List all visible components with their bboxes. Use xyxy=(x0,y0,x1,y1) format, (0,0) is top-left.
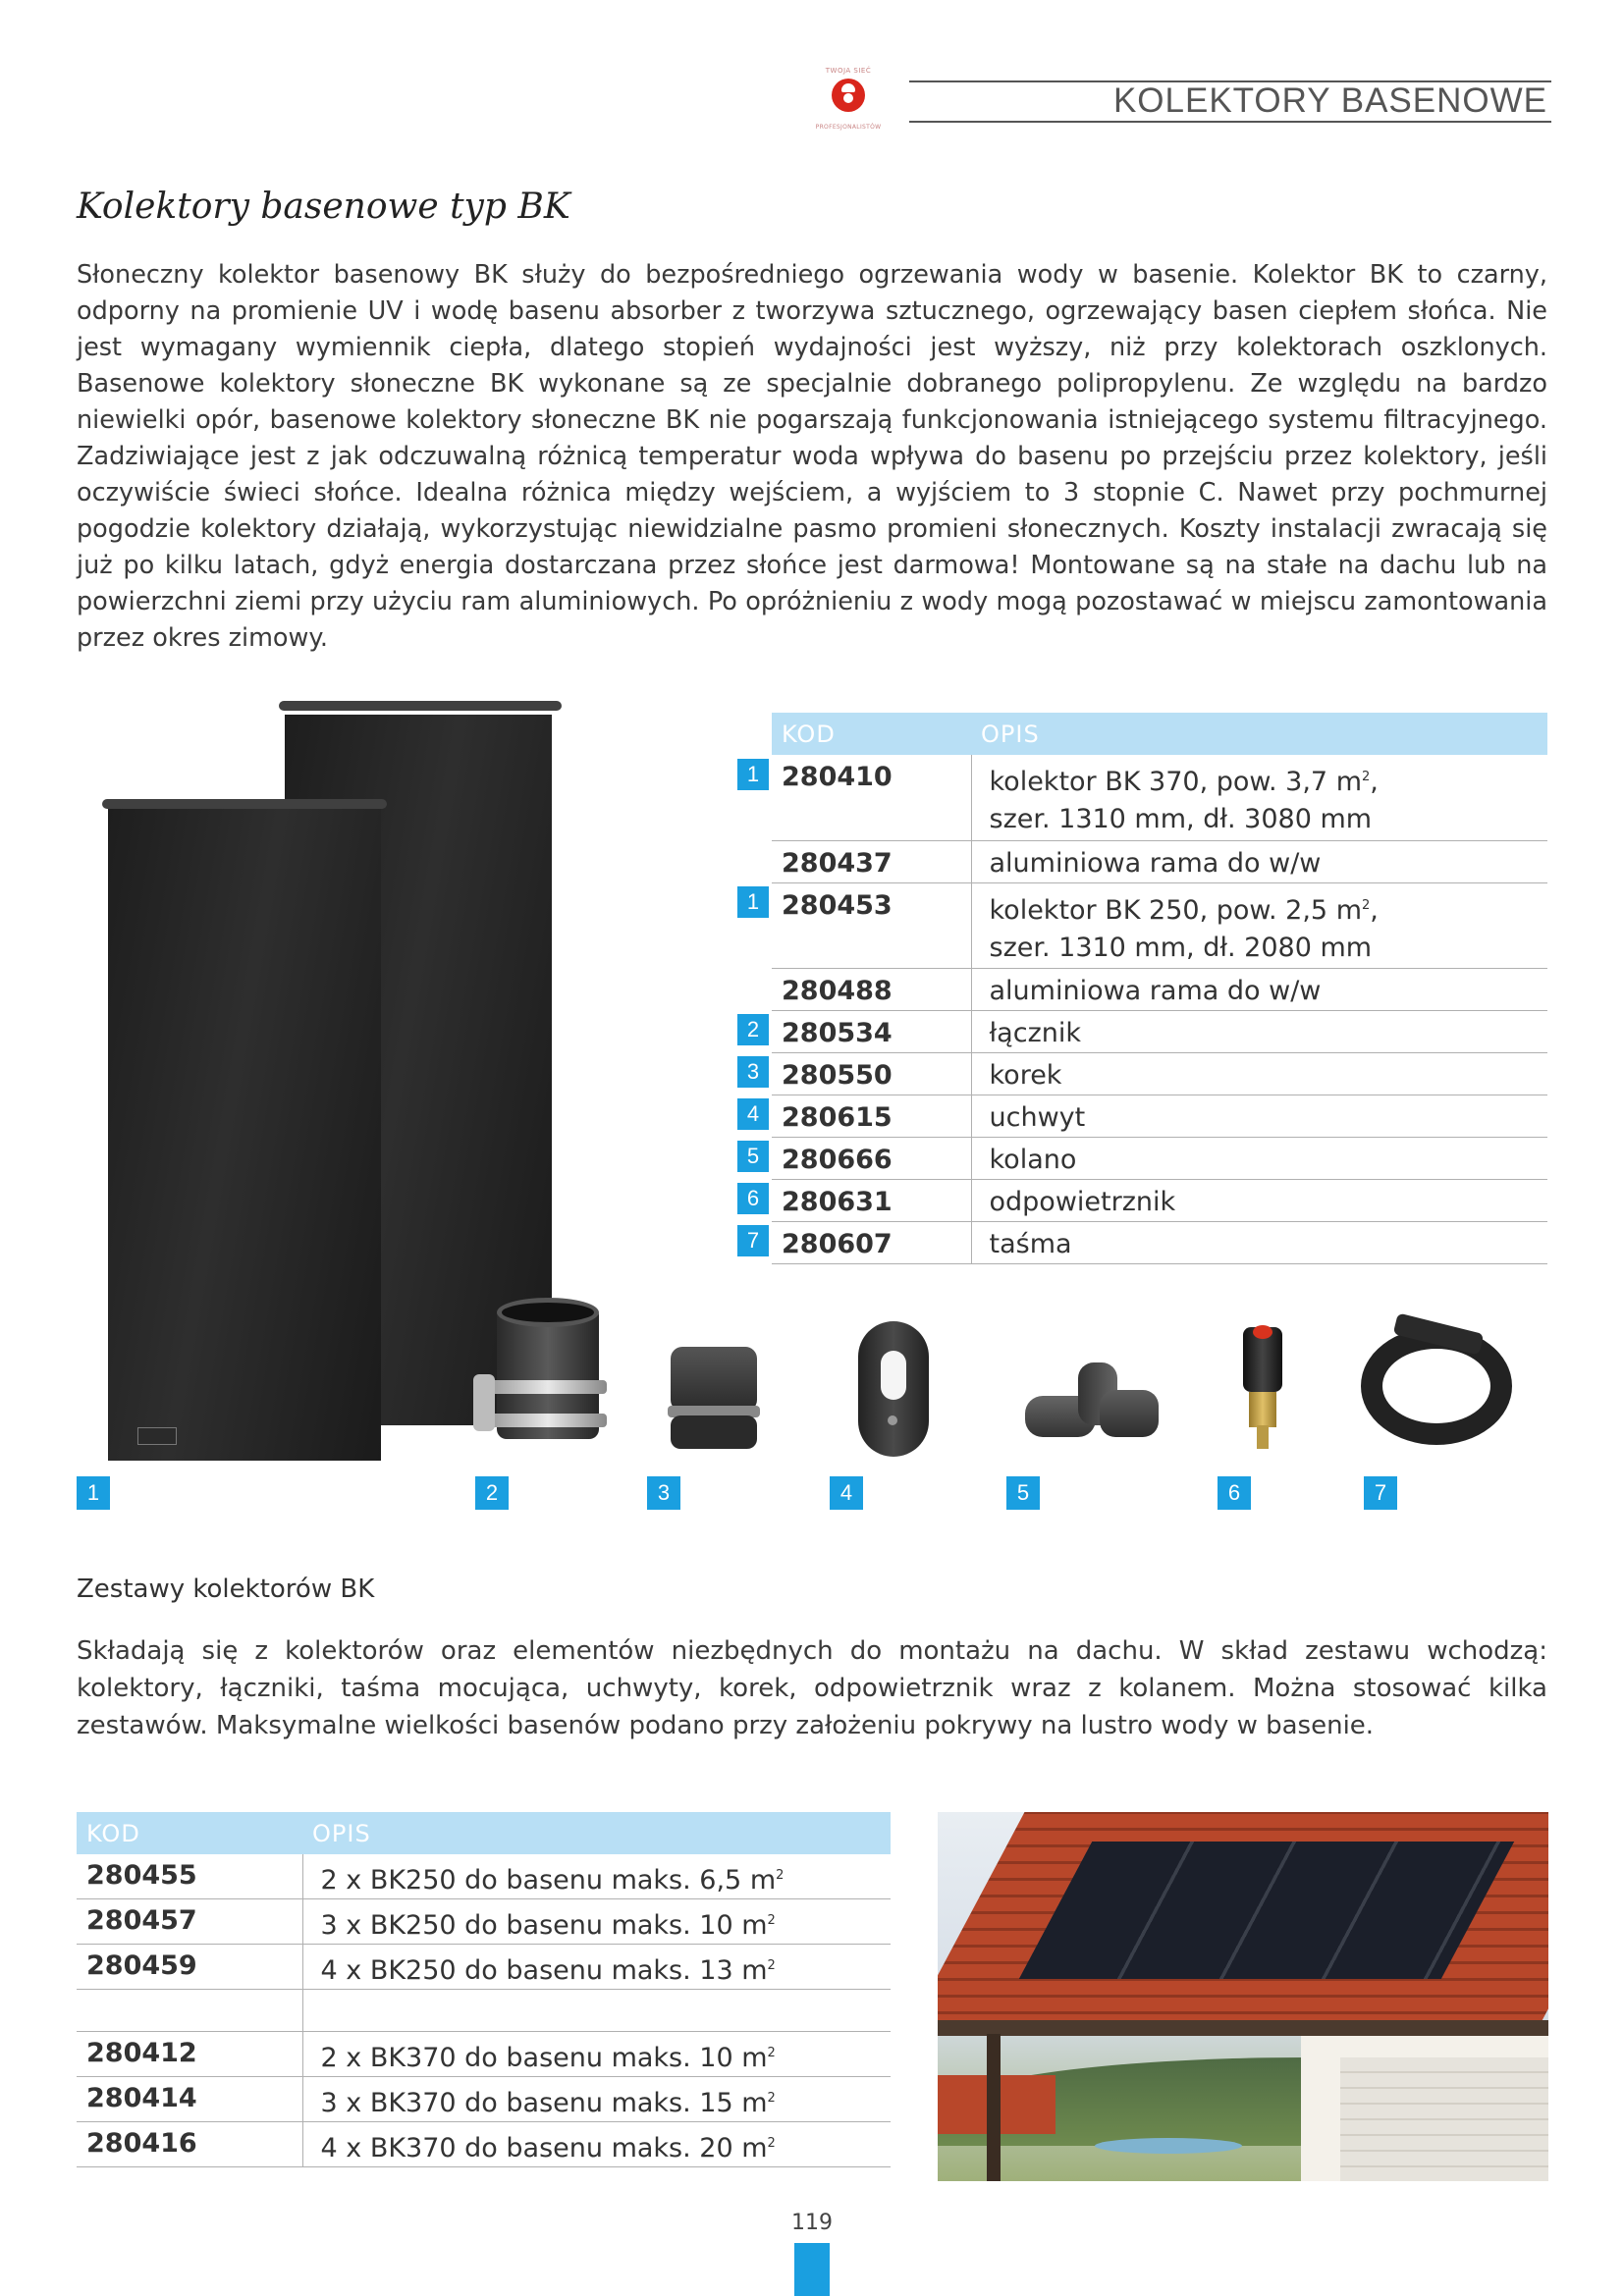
part-number-badge: 2 xyxy=(475,1476,509,1510)
area-unit-exponent: 2 xyxy=(767,2046,776,2060)
set-code: 280412 xyxy=(77,2032,302,2077)
table-row-number-badge: 4 xyxy=(737,1098,769,1130)
roof-installation-photo xyxy=(938,1812,1548,2181)
table-row-number-badge: 6 xyxy=(737,1183,769,1214)
sets-heading: Zestawy kolektorów BK xyxy=(77,1575,375,1604)
part-description-line: kolektor BK 370, pow. 3,7 m xyxy=(989,767,1362,797)
part-description-line: łącznik xyxy=(989,1017,1081,1048)
photo-support-beam xyxy=(987,2034,1001,2181)
section-title: KOLEKTORY BASENOWE xyxy=(1112,81,1547,120)
parts-table-row xyxy=(772,1179,1547,1221)
part-description xyxy=(971,1137,1547,1179)
part-code: 280666 xyxy=(772,1137,971,1179)
page-number: 119 xyxy=(791,2211,833,2235)
plug-base xyxy=(671,1415,757,1449)
part-code: 280550 xyxy=(772,1052,971,1095)
photo-garage-door xyxy=(1340,2057,1548,2181)
holder-screw-hole xyxy=(888,1415,897,1425)
holder-slot xyxy=(881,1351,906,1400)
set-description-text: 2 x BK370 do basenu maks. 10 m xyxy=(320,2043,768,2073)
part-number-badge: 7 xyxy=(1364,1476,1397,1510)
product-title: Kolektory basenowe typ BK xyxy=(77,187,570,227)
part-description-line: szer. 1310 mm, dł. 2080 mm xyxy=(989,932,1373,963)
set-code: 280457 xyxy=(77,1899,302,1945)
parts-table-row xyxy=(772,1137,1547,1179)
set-code: 280414 xyxy=(77,2077,302,2122)
set-description xyxy=(302,2032,891,2077)
parts-table-row xyxy=(772,968,1547,1010)
part-number-badge: 6 xyxy=(1218,1476,1251,1510)
sets-table-row xyxy=(77,1945,891,1990)
set-description-text: 2 x BK250 do basenu maks. 6,5 m xyxy=(320,1865,777,1896)
part-description xyxy=(971,1010,1547,1052)
parts-header-desc: OPIS xyxy=(971,713,1547,755)
part-description-line: uchwyt xyxy=(989,1101,1086,1133)
panel-nameplate xyxy=(137,1427,177,1445)
sets-table xyxy=(77,1812,891,2167)
part-description xyxy=(971,1179,1547,1221)
part-description xyxy=(971,1221,1547,1263)
part-description-line: aluminiowa rama do w/w xyxy=(989,847,1322,879)
company-logo xyxy=(805,67,892,139)
part-description-line: kolano xyxy=(989,1144,1077,1175)
part-code: 280631 xyxy=(772,1179,971,1221)
set-description xyxy=(302,1854,891,1899)
part-description xyxy=(971,755,1547,840)
air-vent-cap xyxy=(1253,1325,1272,1339)
area-unit-exponent: 2 xyxy=(767,2136,776,2151)
table-row-number-badge: 5 xyxy=(737,1141,769,1172)
set-description-text: 4 x BK370 do basenu maks. 20 m xyxy=(320,2133,768,2163)
parts-table xyxy=(772,713,1547,1264)
parts-table-row xyxy=(772,1010,1547,1052)
table-row-number-badge: 1 xyxy=(737,759,769,790)
collector-panel-front xyxy=(108,803,381,1461)
page-tab-marker xyxy=(794,2243,830,2296)
elbow-outlet xyxy=(1100,1390,1159,1437)
part-description xyxy=(971,840,1547,882)
sets-table-row xyxy=(77,2122,891,2167)
logo-top-text: TWOJA SIEĆ xyxy=(825,67,872,75)
part-description xyxy=(971,1095,1547,1137)
part-number-badge: 4 xyxy=(830,1476,863,1510)
header-rule-bottom xyxy=(909,121,1551,123)
set-description xyxy=(302,1945,891,1990)
part-code: 280615 xyxy=(772,1095,971,1137)
connector-clamp-upper xyxy=(489,1380,607,1394)
photo-pool xyxy=(1095,2138,1242,2154)
logo-bottom-text: PROFESJONALISTÓW xyxy=(815,124,882,131)
connector-clamp-lower xyxy=(489,1414,607,1427)
sets-table-row xyxy=(77,1899,891,1945)
part-description-line: szer. 1310 mm, dł. 3080 mm xyxy=(989,804,1373,834)
panel-rail-back xyxy=(279,701,562,711)
connector-screw xyxy=(473,1374,495,1431)
part-description xyxy=(971,1052,1547,1095)
parts-table-row xyxy=(772,755,1547,840)
set-description xyxy=(302,1990,891,2032)
connector-opening xyxy=(497,1298,599,1327)
set-description xyxy=(302,2077,891,2122)
part-description-line: taśma xyxy=(989,1228,1072,1259)
part-description xyxy=(971,968,1547,1010)
part-code: 280453 xyxy=(772,882,971,968)
sets-paragraph: Składają się z kolektorów oraz elementów niezbędnych do montażu na dachu. W skład zestawu wchodzą: kolektory, łączniki, taśma mocująca, uchwyty, korek, odpowietrznik wraz z kolanem. Można stosować kilka zestawów. Maksymalne wielkości basenów podano przy założeniu pokrywy na lustro wody w basenie. xyxy=(77,1636,1547,1740)
part-description xyxy=(971,882,1547,968)
part-description-line: odpowietrznik xyxy=(989,1186,1176,1217)
table-row-number-badge: 7 xyxy=(737,1225,769,1256)
area-unit-exponent: 2 xyxy=(1362,770,1371,784)
sets-table-header xyxy=(77,1812,891,1854)
set-description xyxy=(302,1899,891,1945)
area-unit-exponent: 2 xyxy=(1362,897,1371,913)
part-number-badge: 3 xyxy=(647,1476,680,1510)
set-description xyxy=(302,2122,891,2167)
sets-table-row xyxy=(77,1854,891,1899)
part-code: 280437 xyxy=(772,840,971,882)
set-description-text: 3 x BK250 do basenu maks. 10 m xyxy=(320,1910,768,1941)
air-vent-thread xyxy=(1257,1425,1269,1449)
part-description-punct: , xyxy=(1370,894,1379,926)
part-number-badge: 1 xyxy=(77,1476,110,1510)
worker-logo-icon xyxy=(832,79,865,112)
area-unit-exponent: 2 xyxy=(776,1868,785,1883)
plug-part-image xyxy=(671,1347,757,1412)
parts-table-row xyxy=(772,1052,1547,1095)
part-description-line: korek xyxy=(989,1059,1062,1091)
part-description-line: kolektor BK 250, pow. 2,5 m xyxy=(989,894,1362,926)
sets-header-desc: OPIS xyxy=(302,1812,891,1854)
parts-header-code: KOD xyxy=(772,713,971,755)
part-code: 280607 xyxy=(772,1221,971,1263)
part-code: 280534 xyxy=(772,1010,971,1052)
area-unit-exponent: 2 xyxy=(767,1958,776,1973)
sets-table-row xyxy=(77,1990,891,2032)
set-description-text: 4 x BK250 do basenu maks. 13 m xyxy=(320,1955,768,1986)
photo-solar-collectors xyxy=(1019,1842,1514,1979)
set-code: 280416 xyxy=(77,2122,302,2167)
part-description-line: aluminiowa rama do w/w xyxy=(989,975,1322,1006)
intro-paragraph: Słoneczny kolektor basenowy BK służy do bezpośredniego ogrzewania wody w basenie. Kolektor BK to czarny, odporny na promienie UV i wodę basenu absorber z tworzywa sztucznego, ogrzewający basen ciepłem słońca. Nie jest wymagany wymiennik ciepła, dlatego stopień wydajności jest wyższy, niż przy kolektorach oszklonych. Basenowe kolektory słoneczne BK wykonane są ze specjalnie dobranego polipropylenu. Ze względu na bardzo niewielki opór, basenowe kolektory słoneczne BK nie pogarszają funkcjonowania istniejącego systemu filtracyjnego. Zadziwiające jest z jak odczuwalną różnicą temperatur woda wpływa do basenu po przejściu przez kolektory, jeśli oczywiście świeci słońce. Idealna różnica między wejściem, a wyjściem to 3 stopnie C. Nawet przy pochmurnej pogodzie kolektory działają, wykorzystując niewidzialne pasmo promieni słonecznych. Koszty instalacji zwracają się już po kilku latach, gdyż energia dostarczana przez słońce jest darmowa! Montowane są na stałe na dachu lub na powierzchni ziemi przy użyciu ram aluminiowych. Po opróżnieniu z wody mogą pozostawać w miejscu zamontowania przez okres zimowy. xyxy=(77,260,1547,653)
table-row-number-badge: 2 xyxy=(737,1014,769,1045)
sets-table-row xyxy=(77,2032,891,2077)
table-row-number-badge: 1 xyxy=(737,886,769,918)
part-number-badge: 5 xyxy=(1006,1476,1040,1510)
part-code: 280488 xyxy=(772,968,971,1010)
sets-table-row xyxy=(77,2077,891,2122)
set-code: 280455 xyxy=(77,1854,302,1899)
set-code: 280459 xyxy=(77,1945,302,1990)
area-unit-exponent: 2 xyxy=(767,1913,776,1928)
parts-table-header xyxy=(772,713,1547,755)
set-description-text: 3 x BK370 do basenu maks. 15 m xyxy=(320,2088,768,2118)
sets-header-code: KOD xyxy=(77,1812,302,1854)
photo-roof-eave xyxy=(938,2020,1548,2036)
parts-table-row xyxy=(772,1221,1547,1263)
parts-table-row xyxy=(772,840,1547,882)
set-code xyxy=(77,1990,302,2032)
panel-rail-front xyxy=(102,799,387,809)
part-description-punct: , xyxy=(1370,767,1379,797)
area-unit-exponent: 2 xyxy=(767,2091,776,2106)
table-row-number-badge: 3 xyxy=(737,1056,769,1088)
parts-table-row xyxy=(772,882,1547,968)
part-code: 280410 xyxy=(772,755,971,840)
air-vent-brass-fitting xyxy=(1249,1392,1276,1427)
parts-table-row xyxy=(772,1095,1547,1137)
